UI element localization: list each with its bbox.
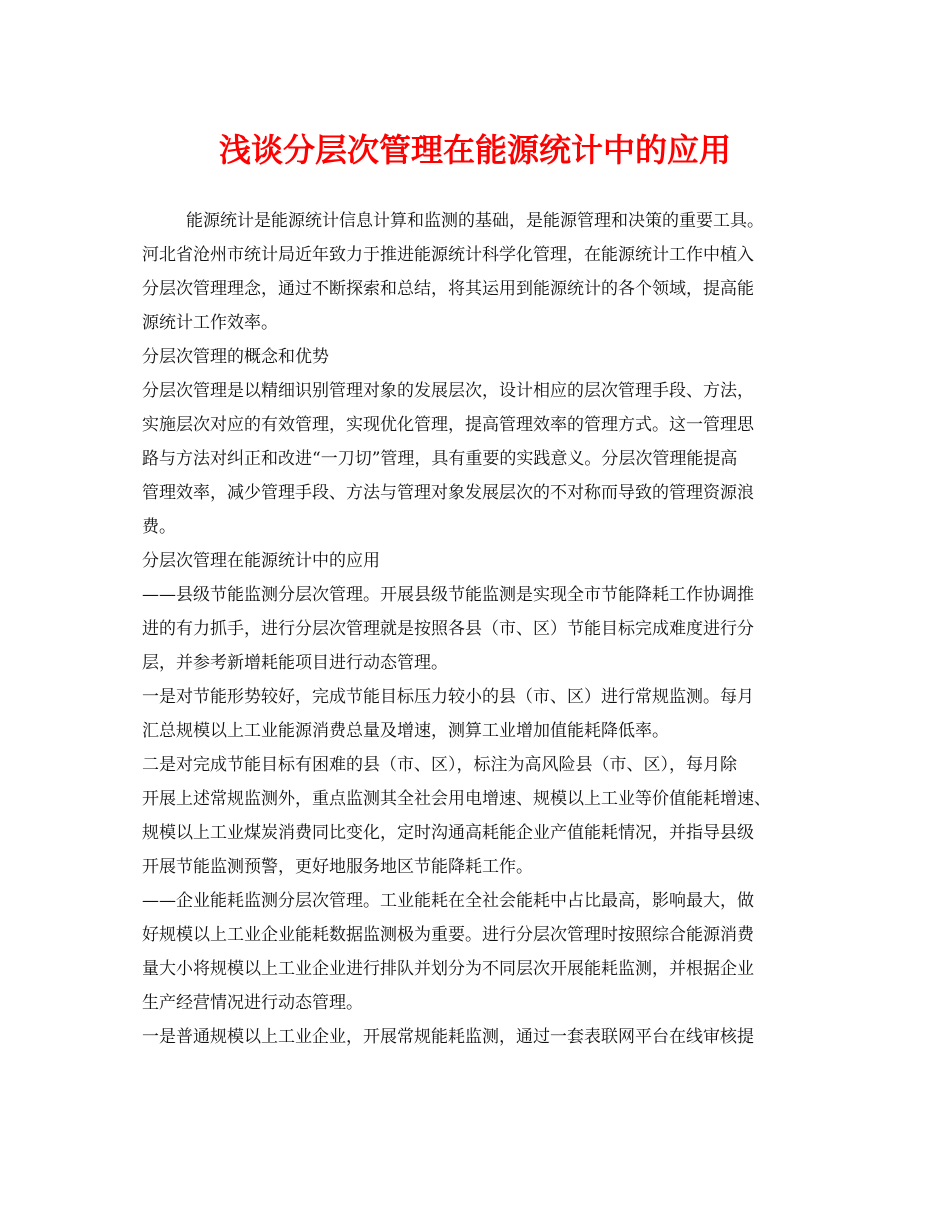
section-heading: 分层次管理的概念和优势 <box>142 347 329 367</box>
text-line: 一是普通规模以上工业企业，开展常规能耗监测，通过一套表联网平台在线审核提 <box>142 1027 754 1047</box>
text-line: ——县级节能监测分层次管理。开展县级节能监测是实现全市节能降耗工作协调推 <box>142 585 754 605</box>
text-line: ——企业能耗监测分层次管理。工业能耗在全社会能耗中占比最高，影响最大，做 <box>142 891 754 911</box>
text-line: 层，并参考新增耗能项目进行动态管理。 <box>142 653 448 673</box>
text-line: 实施层次对应的有效管理，实现优化管理，提高管理效率的管理方式。这一管理思 <box>142 415 754 435</box>
text-line: 汇总规模以上工业能源消费总量及增速，测算工业增加值能耗降低率。 <box>142 721 669 741</box>
text-line: 能源统计是能源统计信息计算和监测的基础，是能源管理和决策的重要工具。 <box>186 211 764 231</box>
text-line: 费。 <box>142 517 176 537</box>
text-line: 量大小将规模以上工业企业进行排队并划分为不同层次开展能耗监测，并根据企业 <box>142 959 754 979</box>
text-line: 分层次管理理念，通过不断探索和总结，将其运用到能源统计的各个领域，提高能 <box>142 279 754 299</box>
text-line: 源统计工作效率。 <box>142 313 278 333</box>
text-line: 分层次管理是以精细识别管理对象的发展层次，设计相应的层次管理手段、方法， <box>142 381 754 401</box>
text-line: 规模以上工业煤炭消费同比变化，定时沟通高耗能企业产值能耗情况，并指导县级 <box>142 823 754 843</box>
text-line: 一是对节能形势较好，完成节能目标压力较小的县（市、区）进行常规监测。每月 <box>142 687 754 707</box>
text-line: 开展节能监测预警，更好地服务地区节能降耗工作。 <box>142 857 533 877</box>
text-line: 进的有力抓手，进行分层次管理就是按照各县（市、区）节能目标完成难度进行分 <box>142 619 754 639</box>
text-line: 管理效率，减少管理手段、方法与管理对象发展层次的不对称而导致的管理资源浪 <box>142 483 754 503</box>
document-body <box>142 204 828 1054</box>
document-title: 浅谈分层次管理在能源统计中的应用 <box>218 131 731 169</box>
text-line: 生产经营情况进行动态管理。 <box>142 993 363 1013</box>
text-line: 河北省沧州市统计局近年致力于推进能源统计科学化管理，在能源统计工作中植入 <box>142 245 754 265</box>
text-line: 路与方法对纠正和改进“一刀切”管理，具有重要的实践意义。分层次管理能提高 <box>142 449 738 469</box>
text-line: 好规模以上工业企业能耗数据监测极为重要。进行分层次管理时按照综合能源消费 <box>142 925 754 945</box>
text-line: 开展上述常规监测外，重点监测其全社会用电增速、规模以上工业等价值能耗增速、 <box>142 789 771 809</box>
text-line: 二是对完成节能目标有困难的县（市、区），标注为高风险县（市、区），每月除 <box>142 755 737 775</box>
section-heading: 分层次管理在能源统计中的应用 <box>142 551 380 571</box>
